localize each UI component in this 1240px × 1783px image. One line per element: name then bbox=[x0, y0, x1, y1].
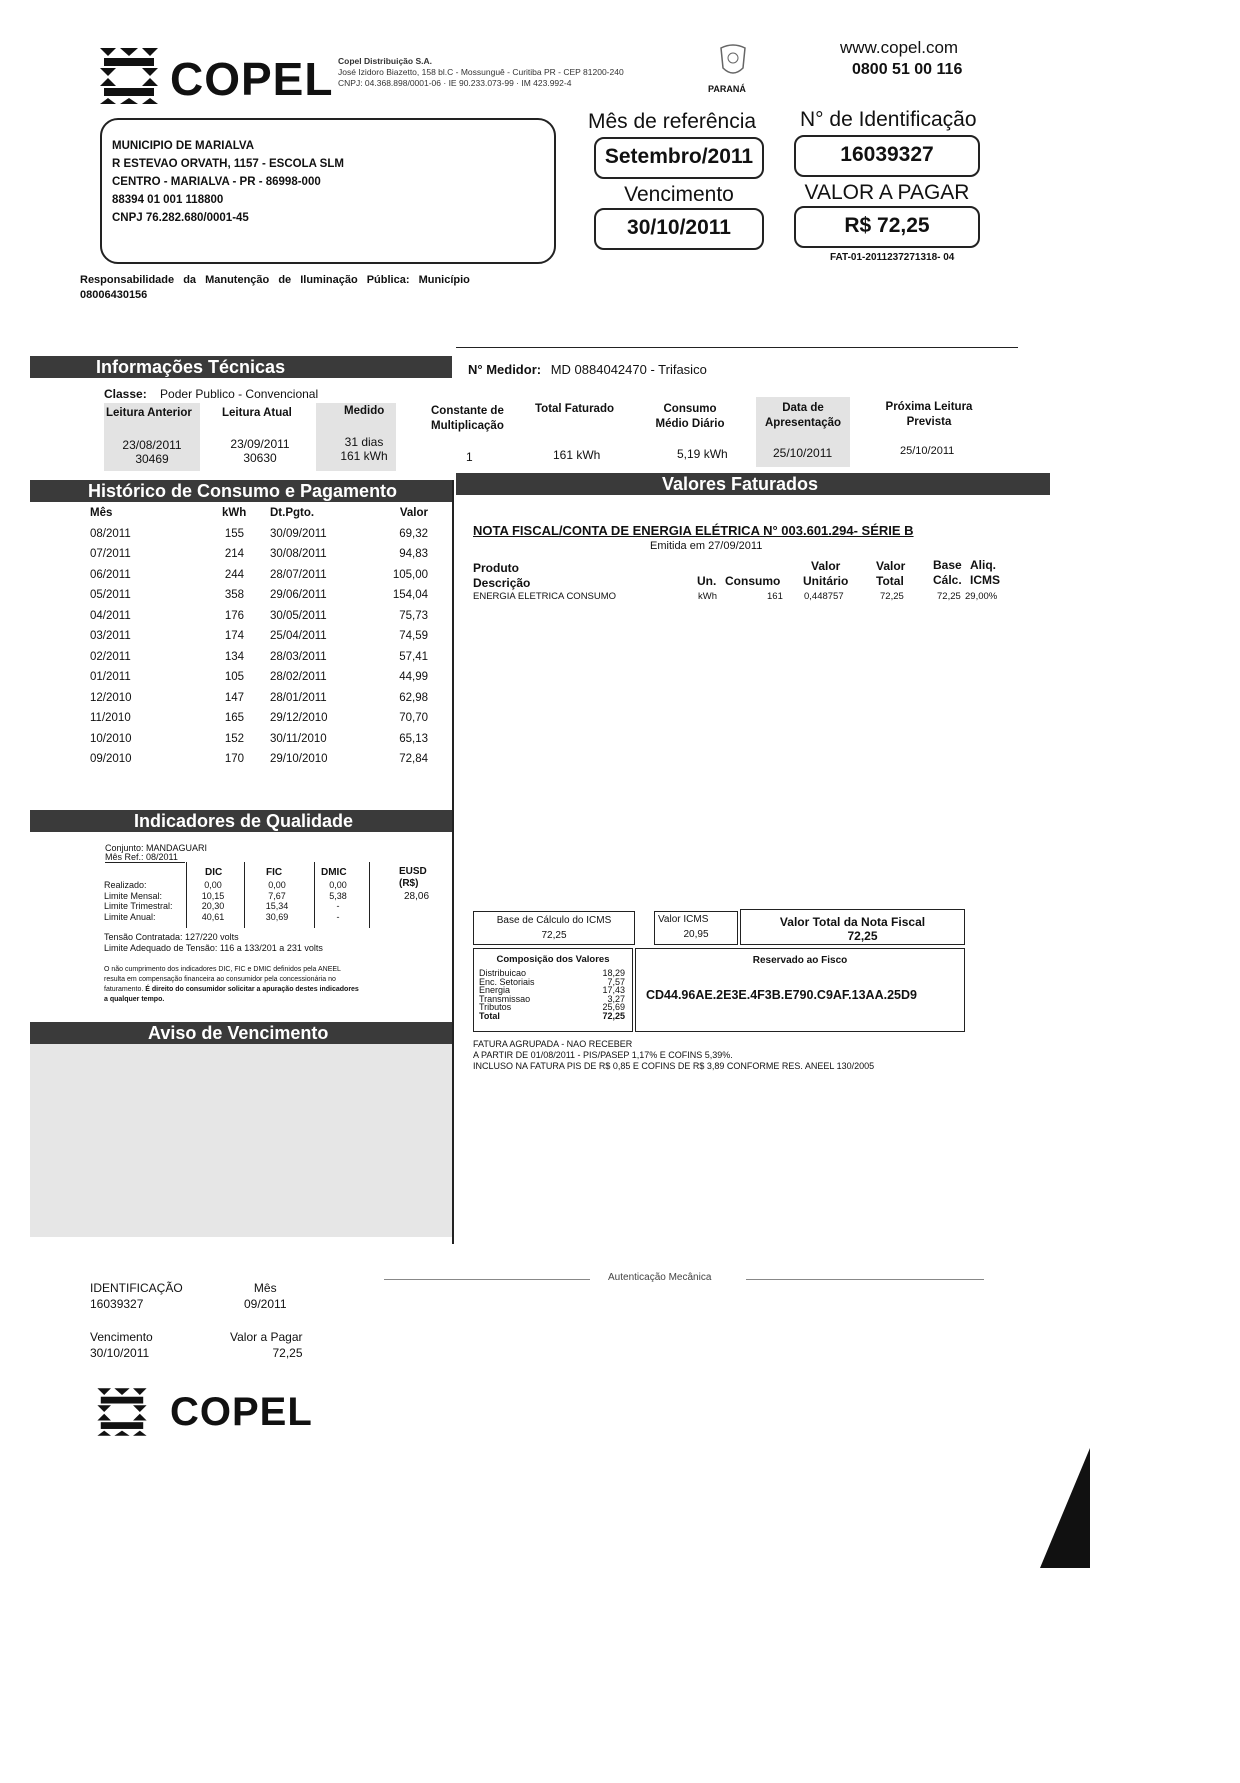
quality-header bbox=[30, 810, 452, 832]
stub-due-value: 30/10/2011 bbox=[90, 1346, 150, 1360]
daily-avg-header-1: Consumo bbox=[663, 403, 717, 415]
voltage-contracted: Tensão Contratada: 127/220 volts bbox=[104, 932, 239, 942]
reference-month-label: Mês de referência bbox=[588, 110, 757, 133]
quality-rows bbox=[104, 880, 374, 922]
invoice-note-1: FATURA AGRUPADA - NAO RECEBER bbox=[473, 1039, 633, 1049]
quality-dmic: 0,00 bbox=[329, 880, 347, 890]
eusd-value: 28,06 bbox=[404, 891, 430, 902]
customer-name: MUNICIPIO DE MARIALVA bbox=[112, 140, 255, 152]
stub-amount-value: 72,25 bbox=[272, 1346, 303, 1360]
stub-due-label: Vencimento bbox=[90, 1330, 153, 1344]
page-corner-fold bbox=[1040, 1448, 1090, 1568]
history-month: 01/2011 bbox=[90, 671, 131, 684]
history-paydate: 29/12/2010 bbox=[270, 712, 328, 725]
history-value: 75,73 bbox=[399, 609, 428, 622]
auth-line-right bbox=[746, 1279, 984, 1280]
due-notice-title: Aviso de Vencimento bbox=[148, 1023, 329, 1043]
unit-price-header-1: Valor bbox=[810, 559, 841, 573]
item-description: ENERGIA ELETRICA CONSUMO bbox=[473, 591, 617, 602]
history-row bbox=[90, 729, 428, 750]
history-value: 105,00 bbox=[392, 568, 428, 581]
composition-value: 25,69 bbox=[602, 1002, 625, 1013]
history-header-row bbox=[90, 503, 428, 524]
history-paydate: 28/03/2011 bbox=[270, 650, 327, 663]
customer-cnpj: CNPJ 76.282.680/0001-45 bbox=[112, 212, 249, 224]
quality-dic: 10,15 bbox=[201, 890, 225, 901]
stub-id-value: 16039327 bbox=[90, 1297, 144, 1311]
daily-avg-header bbox=[650, 402, 730, 432]
mechanical-auth-label: Autenticação Mecânica bbox=[608, 1272, 712, 1283]
stub-brand-name: COPEL bbox=[170, 1390, 313, 1434]
curr-reading-value: 30630 bbox=[243, 451, 277, 465]
customer-code: 88394 01 001 118800 bbox=[112, 194, 224, 206]
amount-due-value: R$ 72,25 bbox=[844, 214, 930, 237]
measured-kwh: 161 kWh bbox=[340, 449, 388, 463]
history-value: 69,32 bbox=[399, 527, 428, 540]
history-col-paydate: Dt.Pgto. bbox=[270, 507, 315, 520]
history-row bbox=[90, 544, 428, 565]
fic-header: FIC bbox=[266, 867, 283, 878]
customer-street: R ESTEVAO ORVATH, 1157 - ESCOLA SLM bbox=[112, 158, 344, 170]
stub-id-label: IDENTIFICAÇÃO bbox=[90, 1281, 183, 1295]
history-row bbox=[90, 688, 428, 709]
due-notice-area bbox=[30, 1044, 452, 1237]
history-col-kwh: kWh bbox=[222, 507, 247, 520]
due-date-label: Vencimento bbox=[624, 183, 734, 206]
aliquot-header-2: ICMS bbox=[970, 573, 1000, 587]
history-paydate: 30/11/2010 bbox=[270, 732, 327, 745]
base-header-1: Base bbox=[933, 558, 962, 572]
history-paydate: 28/07/2011 bbox=[270, 568, 327, 581]
company-name: Copel Distribuição S.A. bbox=[338, 56, 432, 66]
quality-row bbox=[104, 912, 374, 923]
history-kwh: 214 bbox=[224, 548, 244, 561]
total-header-2: Total bbox=[876, 574, 904, 588]
composition-label: Total bbox=[479, 1010, 500, 1021]
composition-label: Distribuicao bbox=[479, 968, 527, 978]
product-header-1: Produto bbox=[473, 561, 519, 575]
history-paydate: 28/02/2011 bbox=[270, 671, 327, 684]
quality-month: Mês Ref.: 08/2011 bbox=[105, 852, 178, 862]
history-kwh: 170 bbox=[224, 753, 244, 766]
invoice-code: FAT-01-2011237271318- 04 bbox=[830, 252, 955, 263]
billed-values-header bbox=[456, 473, 1050, 495]
curr-reading-date: 23/09/2011 bbox=[230, 437, 290, 451]
identification-label: N° de Identificação bbox=[800, 108, 977, 131]
total-billed-value: 161 kWh bbox=[553, 448, 601, 462]
invoice-note-3: INCLUSO NA FATURA PIS DE R$ 0,85 E COFINS DE R$ 3,89 CONFORME RES. ANEEL 130/2005 bbox=[473, 1061, 875, 1071]
unit-header: Un. bbox=[697, 574, 717, 588]
class-info bbox=[104, 387, 318, 401]
quality-row bbox=[104, 901, 374, 912]
composition-label: Enc. Setoriais bbox=[479, 976, 535, 987]
eusd-header-1: EUSD bbox=[399, 866, 427, 877]
quality-dmic: 5,38 bbox=[329, 890, 347, 901]
invoice-notes bbox=[473, 1039, 874, 1072]
public-lighting-text: Responsabilidade da Manutenção de Iluminação Pública: Município bbox=[80, 274, 470, 286]
quality-fic: 15,34 bbox=[265, 901, 289, 911]
composition-value: 3,27 bbox=[607, 993, 625, 1004]
item-unit: kWh bbox=[698, 591, 717, 602]
quality-label: Realizado: bbox=[104, 880, 147, 890]
history-value: 57,41 bbox=[399, 650, 428, 663]
next-reading-header-1: Próxima Leitura bbox=[885, 401, 973, 413]
composition-title: Composição dos Valores bbox=[496, 954, 610, 965]
measured-header: Medido bbox=[344, 405, 385, 417]
product-header-2: Descrição bbox=[473, 576, 531, 590]
next-reading-value: 25/10/2011 bbox=[900, 445, 955, 457]
composition-rows bbox=[479, 969, 625, 1021]
product-header bbox=[473, 561, 530, 591]
consumption-header: Consumo bbox=[725, 574, 781, 588]
next-reading-header-2: Prevista bbox=[906, 416, 952, 428]
quality-conjunto: Conjunto: MANDAGUARI bbox=[105, 843, 208, 853]
customer-address bbox=[112, 137, 344, 227]
base-header bbox=[933, 558, 962, 588]
presentation-header-1: Data de bbox=[782, 402, 824, 414]
stub-month-label: Mês bbox=[253, 1281, 277, 1295]
phone-number: 0800 51 00 116 bbox=[852, 61, 963, 78]
quality-dmic: - bbox=[336, 901, 340, 911]
company-info bbox=[338, 56, 624, 89]
quality-dmic: - bbox=[336, 911, 340, 922]
quality-label: Limite Trimestral: bbox=[104, 901, 173, 911]
tech-info-header bbox=[30, 356, 452, 378]
history-month: 06/2011 bbox=[90, 568, 131, 581]
history-row bbox=[90, 524, 428, 545]
tech-info-title: Informações Técnicas bbox=[96, 357, 286, 377]
history-month: 12/2010 bbox=[90, 691, 132, 704]
history-row bbox=[90, 606, 428, 627]
history-paydate: 25/04/2011 bbox=[270, 630, 327, 643]
history-paydate: 30/08/2011 bbox=[270, 548, 327, 561]
measured-values bbox=[316, 435, 412, 463]
quality-note-4: a qualquer tempo. bbox=[104, 996, 165, 1003]
meter-label: N° Medidor: bbox=[468, 362, 542, 377]
quality-row bbox=[104, 891, 374, 902]
history-month: 09/2010 bbox=[90, 753, 132, 766]
history-row bbox=[90, 647, 428, 668]
quality-fic: 0,00 bbox=[268, 880, 286, 890]
history-month: 07/2011 bbox=[90, 548, 131, 561]
stub-logo-icon bbox=[94, 1386, 150, 1443]
public-lighting-note bbox=[80, 273, 470, 303]
history-value: 94,83 bbox=[399, 548, 428, 561]
prev-reading-value: 30469 bbox=[135, 452, 169, 466]
quality-row bbox=[104, 880, 374, 891]
history-row bbox=[90, 708, 428, 729]
history-value: 65,13 bbox=[399, 732, 428, 745]
eusd-header-2: (R$) bbox=[399, 878, 419, 889]
history-kwh: 165 bbox=[224, 712, 244, 725]
stub-month-value: 09/2011 bbox=[244, 1297, 287, 1311]
total-billed-header: Total Faturado bbox=[535, 403, 615, 415]
history-value: 74,59 bbox=[399, 630, 428, 643]
class-value: Poder Publico - Convencional bbox=[160, 387, 319, 401]
composition-value: 7,57 bbox=[607, 976, 625, 987]
item-total: 72,25 bbox=[880, 591, 904, 602]
parana-coat-of-arms-icon bbox=[716, 44, 750, 87]
customer-city: CENTRO - MARIALVA - PR - 86998-000 bbox=[112, 176, 321, 188]
history-month: 03/2011 bbox=[90, 630, 131, 643]
invoice-title: NOTA FISCAL/CONTA DE ENERGIA ELÉTRICA N° 003.601.294- SÉRIE B bbox=[473, 523, 914, 538]
prev-reading-values bbox=[104, 438, 200, 466]
composition-row bbox=[479, 1012, 625, 1021]
eusd-header bbox=[399, 866, 427, 890]
curr-reading-values bbox=[212, 437, 308, 465]
presentation-header bbox=[758, 401, 848, 431]
copel-logo-icon bbox=[96, 48, 162, 109]
prev-reading-header: Leitura Anterior bbox=[106, 407, 192, 419]
history-kwh: 244 bbox=[224, 568, 244, 581]
history-paydate: 29/10/2010 bbox=[270, 753, 328, 766]
voltage-limits: Limite Adequado de Tensão: 116 a 133/201 a 231 volts bbox=[104, 943, 323, 953]
fisco-code: CD44.96AE.2E3E.4F3B.E790.C9AF.13AA.25D9 bbox=[646, 988, 917, 1002]
fisco-title: Reservado ao Fisco bbox=[752, 955, 848, 966]
history-kwh: 105 bbox=[224, 671, 244, 684]
quality-note-3a: faturamento. bbox=[104, 986, 144, 993]
history-kwh: 147 bbox=[224, 691, 244, 704]
company-registration: CNPJ: 04.368.898/0001-06 · IE 90.233.073-99 · IM 423.992-4 bbox=[338, 78, 572, 88]
meter-info bbox=[468, 362, 707, 377]
due-date-value: 30/10/2011 bbox=[627, 216, 731, 239]
presentation-value: 25/10/2011 bbox=[773, 446, 833, 460]
invoice-note-2: A PARTIR DE 01/08/2011 - PIS/PASEP 1,17% E COFINS 5,39%. bbox=[473, 1050, 733, 1060]
item-consumption: 161 bbox=[767, 591, 783, 602]
stub-amount-label: Valor a Pagar bbox=[230, 1330, 303, 1344]
composition-label: Energia bbox=[479, 985, 511, 996]
history-month: 02/2011 bbox=[90, 650, 131, 663]
quality-rule bbox=[105, 862, 185, 863]
auth-line-left bbox=[384, 1279, 590, 1280]
billed-values-title: Valores Faturados bbox=[662, 474, 819, 494]
history-row bbox=[90, 585, 428, 606]
item-aliquot: 29,00% bbox=[965, 591, 998, 602]
history-kwh: 174 bbox=[224, 630, 244, 643]
history-paydate: 28/01/2011 bbox=[270, 691, 327, 704]
amount-due-label: VALOR A PAGAR bbox=[804, 181, 970, 204]
prev-reading-date: 23/08/2011 bbox=[122, 438, 182, 452]
unit-price-header bbox=[803, 559, 848, 589]
history-kwh: 176 bbox=[224, 609, 244, 622]
history-kwh: 155 bbox=[224, 527, 244, 540]
company-address: José Izidoro Biazetto, 158 bl.C - Mossunguê - Curitiba PR - CEP 81200-240 bbox=[338, 67, 624, 77]
invoice-line-item bbox=[473, 591, 1013, 603]
history-kwh: 152 bbox=[224, 732, 244, 745]
history-kwh: 134 bbox=[224, 650, 244, 663]
history-value: 70,70 bbox=[399, 712, 428, 725]
history-value: 44,99 bbox=[399, 671, 428, 684]
total-header-1: Valor bbox=[876, 559, 906, 573]
quality-note-3b: É direito do consumidor solicitar a apuração destes indicadores bbox=[145, 986, 359, 993]
section-divider bbox=[456, 347, 1018, 348]
invoice-total-value: 72,25 bbox=[847, 929, 878, 943]
history-row bbox=[90, 626, 428, 647]
curr-reading-header: Leitura Atual bbox=[222, 407, 292, 419]
reference-month-value: Setembro/2011 bbox=[604, 145, 754, 168]
quality-dic: 0,00 bbox=[204, 880, 222, 890]
quality-note-2: resulta em compensação financeira ao consumidor pela concessionária no bbox=[104, 976, 336, 983]
quality-note-1: O não cumprimento dos indicadores DIC, FIC e DMIC definidos pela ANEEL bbox=[104, 966, 341, 973]
history-month: 04/2011 bbox=[90, 609, 131, 622]
brand-name: COPEL bbox=[170, 53, 334, 105]
presentation-header-2: Apresentação bbox=[764, 417, 842, 429]
quality-label: Limite Anual: bbox=[104, 911, 156, 922]
history-value: 62,98 bbox=[399, 691, 428, 704]
public-lighting-phone: 08006430156 bbox=[80, 289, 148, 301]
state-label: PARANÁ bbox=[708, 84, 746, 94]
unit-price-header-2: Unitário bbox=[803, 574, 849, 588]
invoice-total-label: Valor Total da Nota Fiscal bbox=[779, 915, 926, 929]
meter-value: MD 0884042470 - Trifasico bbox=[550, 362, 707, 377]
history-paydate: 29/06/2011 bbox=[270, 589, 327, 602]
stub-month bbox=[244, 1280, 287, 1312]
quality-fic: 30,69 bbox=[265, 911, 289, 922]
due-notice-header bbox=[30, 1022, 452, 1044]
website-link[interactable]: www.copel.com bbox=[840, 38, 959, 57]
history-row bbox=[90, 667, 428, 688]
composition-label: Transmissao bbox=[479, 993, 531, 1004]
constant-header bbox=[431, 404, 504, 434]
history-row bbox=[90, 565, 428, 586]
aliquot-header-1: Aliq. bbox=[970, 558, 996, 572]
constant-header-1: Constante de bbox=[431, 405, 504, 417]
quality-label: Limite Mensal: bbox=[104, 890, 163, 901]
history-value: 154,04 bbox=[392, 589, 428, 602]
item-unit-price: 0,448757 bbox=[804, 591, 844, 602]
history-paydate: 30/09/2011 bbox=[270, 527, 327, 540]
history-month: 05/2011 bbox=[90, 589, 131, 602]
aliquot-header bbox=[970, 558, 1000, 588]
constant-value: 1 bbox=[466, 450, 473, 464]
icms-value-value: 20,95 bbox=[683, 929, 709, 940]
daily-avg-header-2: Médio Diário bbox=[655, 418, 725, 430]
dmic-header: DMIC bbox=[321, 867, 347, 878]
quality-dic: 20,30 bbox=[201, 901, 225, 911]
quality-dic: 40,61 bbox=[201, 911, 225, 922]
history-title: Histórico de Consumo e Pagamento bbox=[88, 481, 398, 501]
stub-amount bbox=[230, 1329, 303, 1361]
icms-value-label: Valor ICMS bbox=[658, 914, 709, 925]
history-header bbox=[30, 480, 452, 502]
history-month: 10/2010 bbox=[90, 732, 132, 745]
total-header bbox=[876, 559, 905, 589]
stub-identification bbox=[90, 1280, 183, 1312]
history-value: 72,84 bbox=[399, 753, 428, 766]
history-paydate: 30/05/2011 bbox=[270, 609, 327, 622]
history-row bbox=[90, 749, 428, 770]
identification-value: 16039327 bbox=[840, 143, 934, 166]
composition-label: Tributos bbox=[479, 1002, 512, 1013]
daily-avg-value: 5,19 kWh bbox=[677, 447, 728, 461]
stub-due bbox=[90, 1329, 153, 1361]
next-reading-header bbox=[876, 400, 982, 430]
history-month: 08/2011 bbox=[90, 527, 131, 540]
quality-note-3 bbox=[104, 985, 434, 995]
quality-fic: 7,67 bbox=[268, 890, 286, 901]
dic-header: DIC bbox=[205, 867, 223, 878]
history-col-value: Valor bbox=[399, 507, 428, 520]
measured-days: 31 dias bbox=[344, 435, 384, 449]
item-base: 72,25 bbox=[937, 591, 961, 602]
history-kwh: 358 bbox=[224, 589, 244, 602]
history-col-month: Mês bbox=[90, 507, 113, 520]
history-table bbox=[90, 503, 428, 770]
invoice-issue-date: Emitida em 27/09/2011 bbox=[650, 540, 763, 552]
icms-base-value: 72,25 bbox=[541, 930, 567, 941]
base-header-2: Cálc. bbox=[933, 573, 962, 587]
class-label: Classe: bbox=[104, 387, 147, 401]
history-month: 11/2010 bbox=[90, 712, 131, 725]
quality-legal-note bbox=[104, 965, 434, 1005]
quality-title: Indicadores de Qualidade bbox=[134, 811, 354, 831]
constant-header-2: Multiplicação bbox=[431, 420, 504, 432]
icms-base-label: Base de Cálculo do ICMS bbox=[496, 915, 612, 926]
composition-value: 17,43 bbox=[602, 985, 625, 996]
composition-value: 18,29 bbox=[602, 968, 625, 978]
center-divider bbox=[452, 480, 454, 1244]
composition-value: 72,25 bbox=[602, 1010, 625, 1021]
